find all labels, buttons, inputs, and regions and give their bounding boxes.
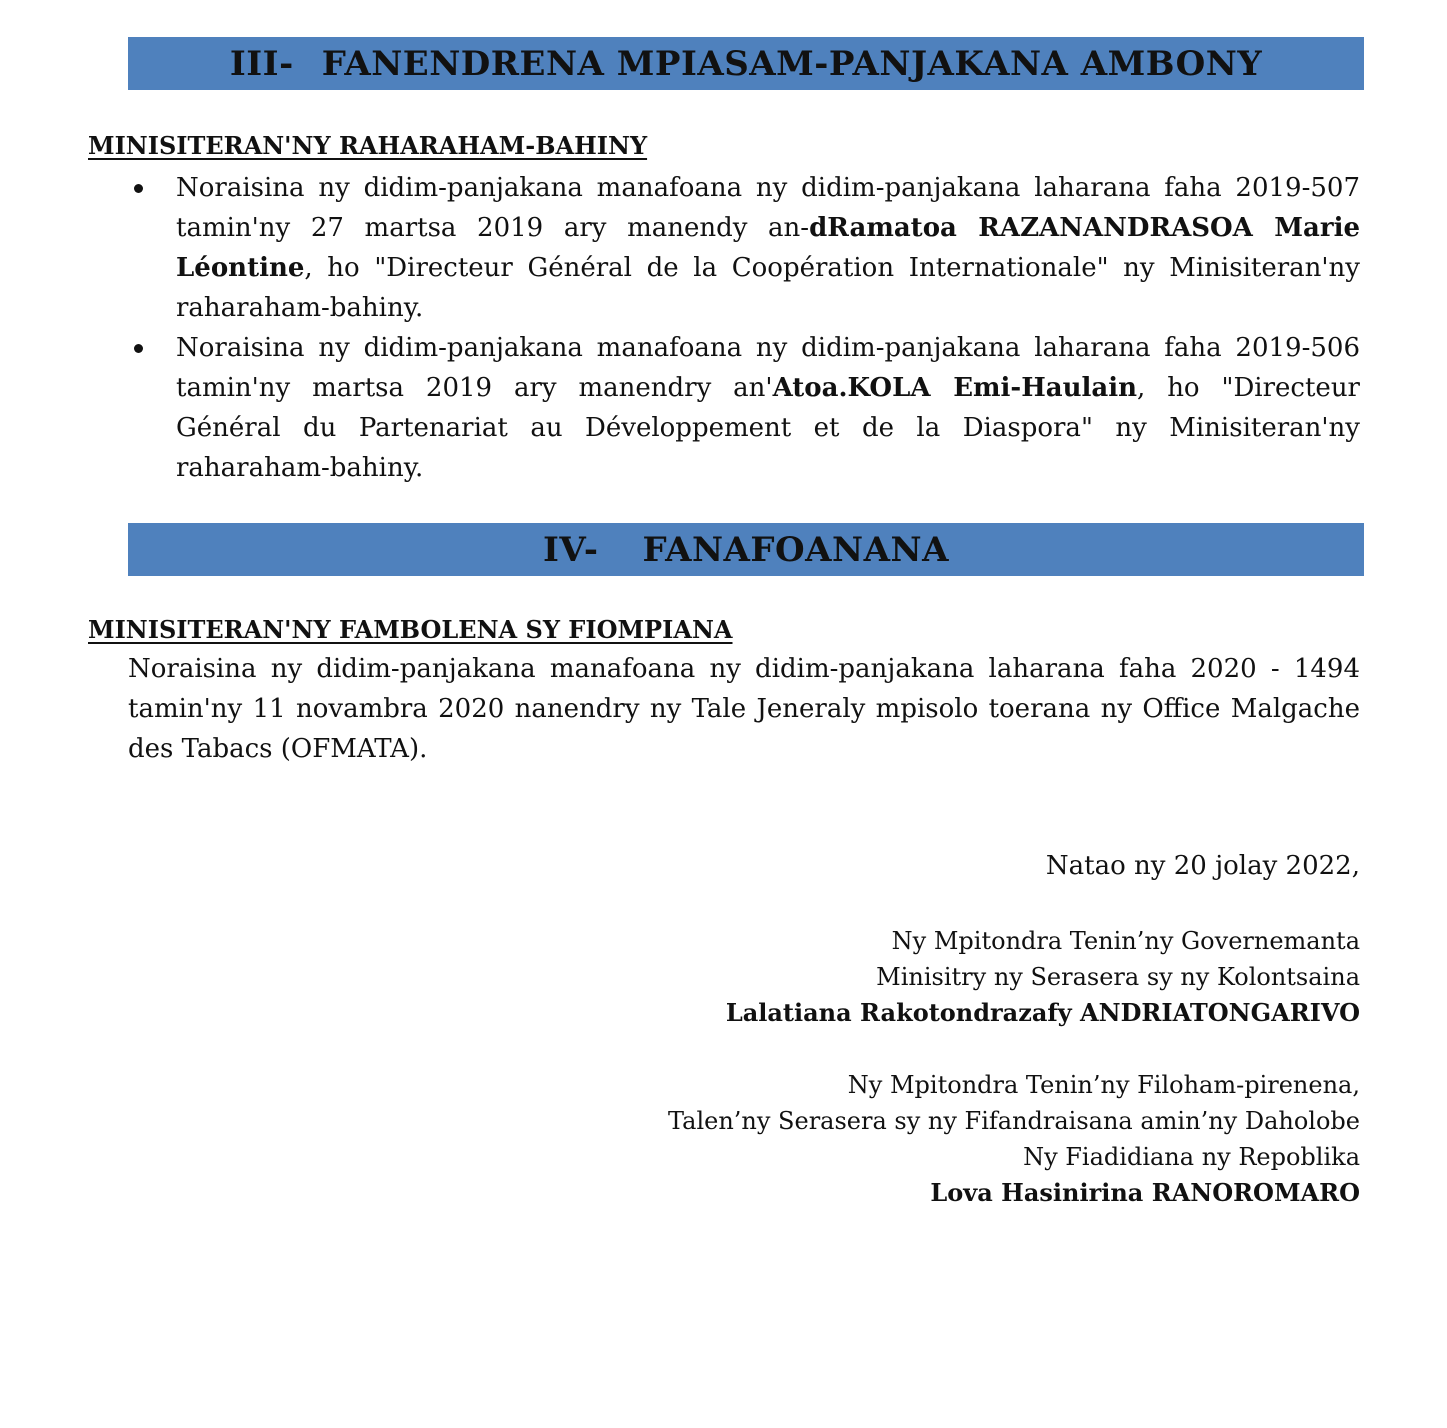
bullet-icon xyxy=(134,184,143,193)
section-header-iii xyxy=(128,37,1364,90)
signatory-name: Lalatiana Rakotondrazafy ANDRIATONGARIVO xyxy=(725,998,1360,1027)
item-text: Noraisina ny didim-panjakana manafoana ny didim-panjakana laharana faha 2019-507 tamin'ny 27 martsa 2019 ary manendy an- xyxy=(176,173,1360,243)
date-line: Natao ny 20 jolay 2022, xyxy=(1045,851,1360,881)
signatory-title: Ny Mpitondra Tenin’ny Filoham-pirenena, xyxy=(847,1071,1360,1099)
ministry-heading-agriculture: MINISITERAN'NY FAMBOLENA SY FIOMPIANA xyxy=(88,615,733,644)
appointee-name: Atoa.KOLA Emi-Haulain xyxy=(772,373,1138,403)
signature-block-presidency xyxy=(668,1067,1360,1211)
section-title: FANAFOANANA xyxy=(642,529,949,570)
signatory-title: Ny Mpitondra Tenin’ny Governemanta xyxy=(891,927,1360,955)
item-text: Noraisina ny didim-panjakana manafoana ny didim-panjakana laharana faha 2019-506 tamin'ny martsa 2019 ary manendry an' xyxy=(176,333,1360,403)
signatory-title: Minisitry ny Serasera sy ny Kolontsaina xyxy=(876,963,1360,991)
signatory-name: Lova Hasinirina RANOROMARO xyxy=(930,1178,1360,1207)
ministry-heading-foreign-affairs: MINISITERAN'NY RAHARAHAM-BAHINY xyxy=(88,131,648,160)
section-title: FANENDRENA MPIASAM-PANJAKANA AMBONY xyxy=(321,43,1263,84)
section-number: IV- xyxy=(543,529,599,570)
signatory-title: Talen’ny Serasera sy ny Fifandraisana amin’ny Daholobe xyxy=(667,1107,1360,1135)
section-number: III- xyxy=(229,43,294,84)
signature-block-government xyxy=(726,923,1360,1031)
list-item xyxy=(128,168,1360,328)
list-item xyxy=(128,328,1360,488)
item-text: , ho "Directeur Général de la Coopération Internationale" ny Minisiteran'ny raharaham-bahiny. xyxy=(176,253,1360,323)
appointee-name: dRamatoa RAZANANDRASOA Marie Léontine xyxy=(176,213,1360,283)
decree-paragraph: Noraisina ny didim-panjakana manafoana ny didim-panjakana laharana faha 2020 - 1494 tamin'ny 11 novambra 2020 nanendry ny Tale Jeneraly mpisolo toerana ny Office Malgache des Tabacs (OFMATA). xyxy=(128,654,1360,764)
item-text: , ho "Directeur Général du Partenariat au Développement et de la Diaspora" ny Minisiteran'ny raharaham-bahiny. xyxy=(176,373,1360,483)
signatory-title: Ny Fiadidiana ny Repoblika xyxy=(1023,1143,1360,1171)
decree-list xyxy=(128,168,1360,488)
bullet-icon xyxy=(134,344,143,353)
section-header-iv xyxy=(128,523,1364,576)
